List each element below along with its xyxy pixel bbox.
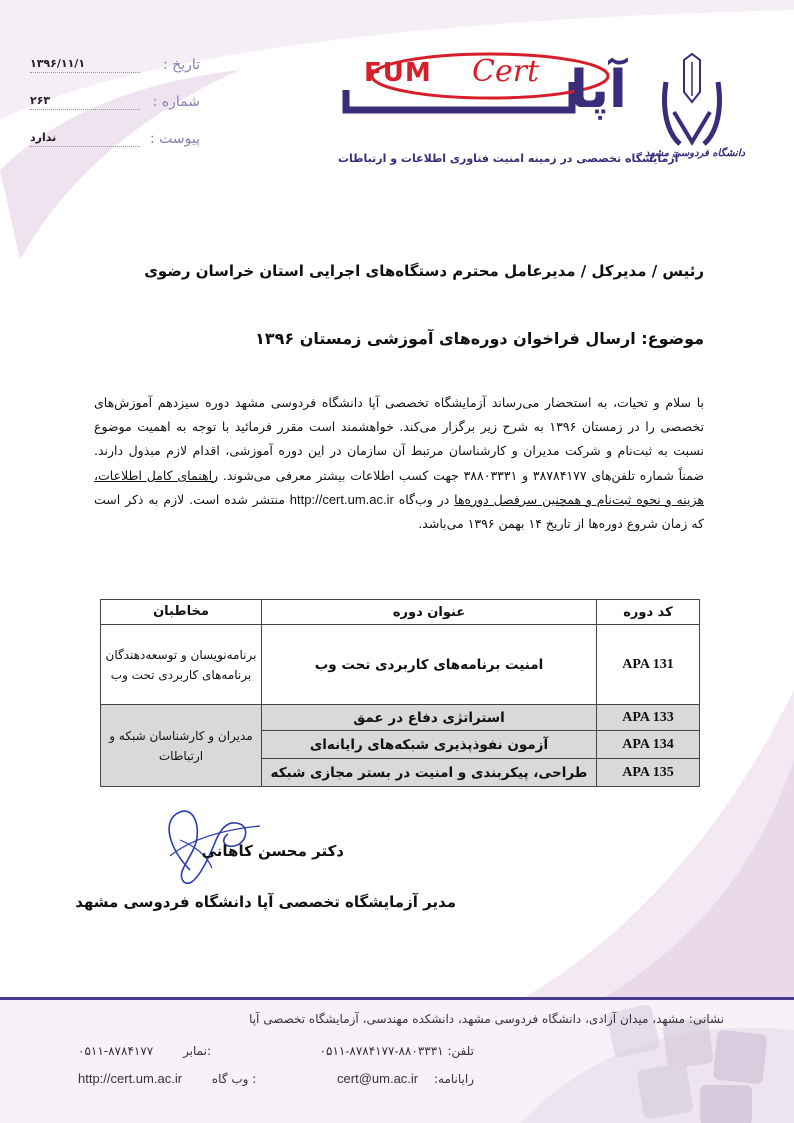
- website-value[interactable]: http://cert.um.ac.ir: [78, 1071, 183, 1086]
- fax-label: نمابر:: [183, 1044, 212, 1058]
- footer-phone: [320, 1044, 474, 1058]
- course-code: APA 135: [597, 759, 700, 787]
- date-label: تاریخ :: [162, 57, 200, 73]
- subject-line: موضوع: ارسال فراخوان دوره‌های آموزشی زمستان ۱۳۹۶: [255, 329, 704, 348]
- pen-emblem-icon: [652, 52, 742, 152]
- phone-label: تلفن:: [447, 1044, 474, 1058]
- guide-link-text[interactable]: راهنمای کامل اطلاعات، هزینه و نحوه ثبت‌نام و همچنین سرفصل دوره‌ها: [94, 467, 704, 507]
- recipient-line: رئیس / مدیرکل / مدیرعامل محترم دستگاه‌های اجرایی استان خراسان رضوی: [144, 262, 704, 280]
- course-code: APA 134: [597, 731, 700, 759]
- attachment-label: پیوست :: [150, 131, 200, 147]
- header-course-title: عنوان دوره: [262, 600, 597, 625]
- letter-body: [94, 391, 704, 536]
- course-title: استراتژی دفاع در عمق: [262, 705, 597, 731]
- course-code: APA 133: [597, 705, 700, 731]
- number-row: [30, 94, 200, 116]
- courses-table: [100, 599, 700, 787]
- course-audience: مدیران و کارشناسان شبکه و ارتباطات: [101, 705, 262, 787]
- footer-fax: [78, 1044, 211, 1058]
- email-value[interactable]: cert@um.ac.ir: [337, 1071, 419, 1086]
- attachment-row: [30, 131, 200, 153]
- footer-website: [78, 1071, 256, 1086]
- university-name: دانشگاه فردوسی مشهد: [644, 148, 746, 159]
- footer-divider: [0, 997, 794, 1000]
- table-row: [101, 705, 700, 731]
- body-website-url[interactable]: http://cert.um.ac.ir: [289, 491, 394, 507]
- body-part-3: منتشر شده است. لازم به ذکر است که زمان شروع دوره‌ها از تاریخ ۱۴ بهمن ۱۳۹۶ می‌باشد.: [94, 491, 704, 532]
- logo-apa-text: آپا: [570, 60, 627, 120]
- course-code: APA 131: [597, 625, 700, 705]
- number-label: شماره :: [152, 94, 200, 110]
- website-label: وب گاه :: [211, 1072, 257, 1086]
- signatory-name: دکتر محسن کاهانی: [201, 842, 344, 860]
- date-value: ۱۳۹۶/۱۱/۱: [30, 57, 140, 73]
- header-audience: مخاطبان: [101, 600, 262, 625]
- table-row: [101, 625, 700, 705]
- course-audience: برنامه‌نویسان و توسعه‌دهندگان برنامه‌های کاربردی تحت وب: [101, 625, 262, 705]
- phone-value: ۰۵۱۱-۸۷۸۴۱۷۷-۸۸۰۳۳۳۱: [319, 1044, 444, 1058]
- number-value: ۲۶۳: [30, 94, 140, 110]
- header-course-code: کد دوره: [597, 600, 700, 625]
- body-part-1: با سلام و تحیات، به استحضار می‌رساند آزمایشگاه تخصصی آپا دانشگاه فردوسی مشهد دوره سیزدهم آموزش‌های تخصصی را در زمستان ۱۳۹۶ به شرح زیر برگزار می‌کند. خواهشمند است مقرر فرمائید با توجه به اهمیت موضوع نسبت به ثبت‌نام و شرکت مدیران و کارشناسان مرتبط آن سازمان در این دوره آموزشی، اقدام لازم مبذول دارند. ضمناً شماره تلفن‌های ۳۸۷۸۴۱۷۷ و ۳۸۸۰۳۳۳۱ جهت کسب اطلاعات بیشتر معرفی می‌شوند.: [94, 395, 705, 483]
- logo-tagline: آزمایشگاه تخصصی در زمینه امنیت فناوری اطلاعات و ارتباطات: [338, 152, 679, 165]
- course-title: آزمون نفوذپذیری شبکه‌های رایانه‌ای: [262, 731, 597, 759]
- fax-value: ۰۵۱۱-۸۷۸۴۱۷۷: [78, 1044, 154, 1058]
- date-row: [30, 57, 200, 79]
- apa-logo: [340, 52, 627, 122]
- email-label: رایانامه:: [433, 1072, 474, 1086]
- course-title: امنیت برنامه‌های کاربردی تحت وب: [262, 625, 597, 705]
- footer-address: نشانی: مشهد، میدان آزادی، دانشگاه فردوسی مشهد، دانشکده مهندسی، آزمایشگاه تخصصی آپا: [249, 1012, 724, 1026]
- course-title: طراحی، پیکربندی و امنیت در بستر مجازی شبکه: [262, 759, 597, 787]
- footer-email: [337, 1071, 474, 1086]
- table-header-row: [101, 600, 700, 625]
- signatory-title: مدیر آزمایشگاه تخصصی آپا دانشگاه فردوسی مشهد: [75, 893, 456, 911]
- logo-fum-text: FUM: [364, 58, 432, 88]
- university-emblem: [644, 52, 746, 172]
- body-part-2: در وب‌گاه: [398, 491, 450, 507]
- logo-cert-text: Cert: [472, 54, 540, 89]
- attachment-value: ندارد: [30, 131, 140, 147]
